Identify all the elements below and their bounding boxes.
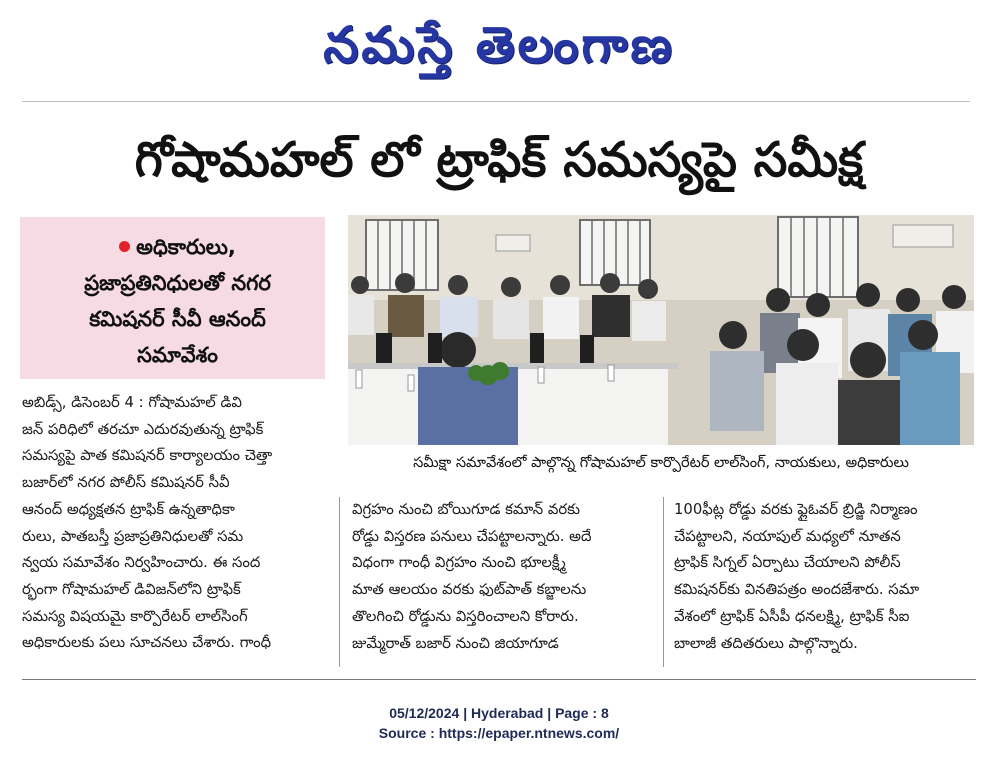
footer-page: Page : 8 [555,705,609,721]
text-line: న్వయ సమావేశం నిర్వహించారు. ఈ సంద [22,554,261,572]
text-line: సమస్య విషయమై కార్పొరేటర్ లాల్‌సింగ్ [22,607,248,625]
text-line: అధికారులకు పలు సూచనలు చేశారు. గాంధీ [22,634,272,652]
footer-separator: | [463,705,471,721]
footer-separator: | [547,705,556,721]
text-line: తొలగించి రోడ్డును విస్తరించాలని కోరారు. [352,607,579,625]
text-line: చేపట్టాలని, నయాపుల్ మధ్యలో నూతన [674,527,901,545]
highlight-line: ప్రజాప్రతినిధులతో నగర [84,271,271,295]
article-headline: గోషామహల్ లో ట్రాఫిక్ సమస్యపై సమీక్ష [134,132,864,188]
text-line: వేశంలో ట్రాఫిక్ ఏసీపీ ధనలక్ష్మి, ట్రాఫిక్ సీఐ [674,607,910,625]
footer-city: Hyderabad [471,705,544,721]
article-column-2 [352,497,652,657]
text-line: బజార్‌లో నగర పోలీస్ కమిషనర్ సీవీ [22,474,230,492]
text-line: రులు, పాతబస్తీ ప్రజాప్రతినిధులతో సమ [22,527,244,545]
text-line: విధంగా గాంధీ విగ్రహం నుంచి భూలక్ష్మీ [352,554,566,572]
column-divider [339,497,340,667]
text-line: 100ఫీట్ల రోడ్డు వరకు ఫ్లైఓవర్ బ్రిడ్జి నిర్మాణం [674,501,918,518]
bullet-icon [119,241,130,252]
footer-date: 05/12/2024 [389,705,460,721]
footer-info [0,703,998,723]
text-line: అబిడ్స్, డిసెంబర్ 4 : గోషామహల్ డివి [22,394,242,411]
newspaper-logo: నమస్తే తెలంగాణ [323,15,675,74]
meeting-photo [348,215,974,445]
text-line: మాత ఆలయం వరకు ఫుట్‌పాత్ కబ్జాలను [352,581,587,599]
article-column-3 [674,497,976,657]
text-line: రోడ్డు విస్తరణ పనులు చేపట్టాలన్నారు. అదే [352,527,592,545]
text-line: బాలాజీ తదితరులు పాల్గొన్నారు. [674,634,858,652]
text-line: ఆనంద్ అధ్యక్షతన ట్రాఫిక్ ఉన్నతాధికా [22,500,235,518]
highlight-line [44,229,311,265]
highlight-box [20,217,325,379]
article-bottom-divider [22,679,976,680]
text-line: ట్రాఫిక్ సిగ్నల్ ఏర్పాటు చేయాలని పోలీస్ [674,554,901,572]
meeting-photo-image [348,215,974,445]
highlight-text: అధికారులు, [136,235,236,259]
text-line: జన్ పరిధిలో తరచూ ఎదురవుతున్న ట్రాఫిక్ [22,420,264,438]
text-line: సమస్యపై పాత కమిషనర్ కార్యాలయం చెత్తా [22,447,273,465]
text-line: జుమ్మేరాత్ బజార్ నుంచి జియాగూడ [352,634,559,652]
text-line: ర్భంగా గోషామహల్ డివిజన్‌లోని ట్రాఫిక్ [22,580,241,598]
highlight-line: సమావేశం [137,343,218,367]
masthead-divider [22,101,970,102]
photo-caption: సమీక్షా సమావేశంలో పాల్గొన్న గోషామహల్ కార్పొరేటర్ లాల్‌సింగ్, నాయకులు, అధికారులు [413,455,909,471]
highlight-line: కమిషనర్ సీవీ ఆనంద్ [89,307,266,331]
text-line: విగ్రహం నుంచి బోయిగూడ కమాన్ వరకు [352,501,580,518]
column-divider [663,497,664,667]
footer-source: Source : https://epaper.ntnews.com/ [378,725,620,741]
masthead [0,0,998,100]
text-line: కమిషనర్‌కు వినతిపత్రం అందజేశారు. సమా [674,581,920,599]
article-column-1 [22,390,328,657]
